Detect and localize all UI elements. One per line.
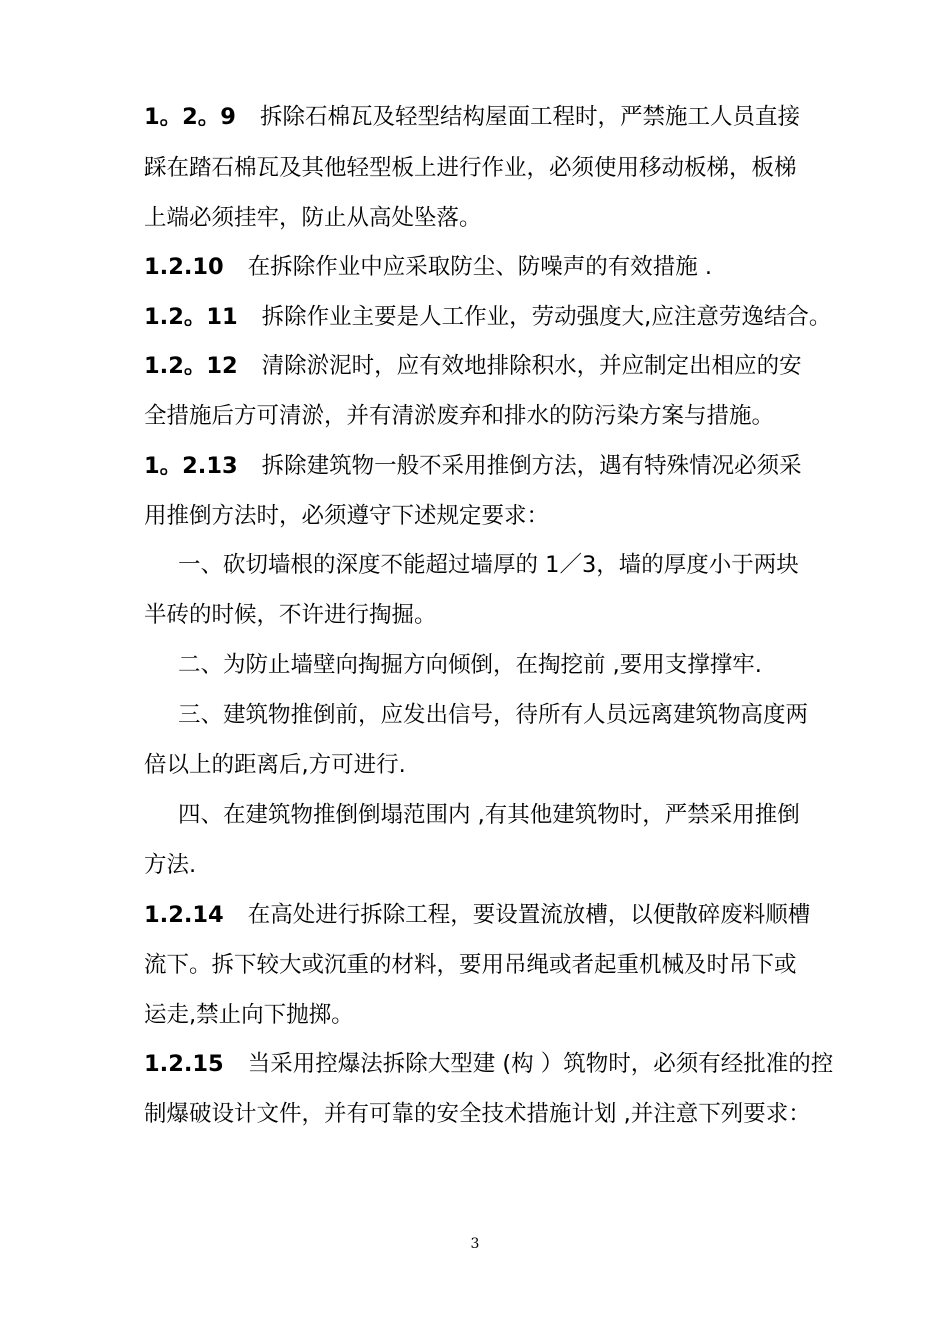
item-line bbox=[144, 102, 800, 132]
item-line bbox=[144, 351, 802, 381]
item-line bbox=[144, 451, 802, 481]
item-line: 流下。拆下较大或沉重的材料，要用吊绳或者起重机械及时吊下或 bbox=[144, 952, 797, 978]
item-text: 在高处进行拆除工程，要设置流放槽，以便散碎废料顺槽 bbox=[247, 902, 811, 928]
item-text: 当采用控爆法拆除大型建 (构 ）筑物时，必须有经批准的控 bbox=[247, 1051, 834, 1077]
item-line: 运走,禁止向下抛掷。 bbox=[144, 1002, 354, 1028]
item-text: 拆除作业主要是人工作业，劳动强度大,应注意劳逸结合。 bbox=[261, 304, 832, 330]
sub-item-line: 半砖的时候，不许进行掏掘。 bbox=[144, 602, 437, 628]
page-number: 3 bbox=[470, 1236, 480, 1252]
item-number: 1.2。12 bbox=[144, 353, 238, 379]
item-line bbox=[144, 900, 810, 930]
item-text: 清除淤泥时，应有效地排除积水，并应制定出相应的安 bbox=[261, 353, 802, 379]
item-number: 1.2.15 bbox=[144, 1051, 224, 1077]
sub-item-line: 倍以上的距离后,方可进行. bbox=[144, 752, 406, 778]
item-line: 上端必须挂牢，防止从高处坠落。 bbox=[144, 205, 482, 231]
item-line: 踩在踏石棉瓦及其他轻型板上进行作业，必须使用移动板梯，板梯 bbox=[144, 155, 797, 181]
sub-item-line: 三、建筑物推倒前，应发出信号，待所有人员远离建筑物高度两 bbox=[178, 702, 809, 728]
item-line: 用推倒方法时，必须遵守下述规定要求： bbox=[144, 503, 550, 529]
item-line: 全措施后方可清淤，并有清淤废弃和排水的防污染方案与措施。 bbox=[144, 403, 775, 429]
item-line: 制爆破设计文件，并有可靠的安全技术措施计划 ,并注意下列要求： bbox=[144, 1101, 811, 1127]
item-line bbox=[144, 252, 712, 282]
item-text: 拆除石棉瓦及轻型结构屋面工程时，严禁施工人员直接 bbox=[259, 104, 800, 130]
item-line bbox=[144, 302, 831, 332]
sub-item-line: 一、砍切墙根的深度不能超过墙厚的 1／3，墙的厚度小于两块 bbox=[178, 552, 799, 578]
item-text: 在拆除作业中应采取防尘、防噪声的有效措施 . bbox=[247, 254, 713, 280]
item-number: 1.2.10 bbox=[144, 254, 224, 280]
item-number: 1。2.13 bbox=[144, 453, 238, 479]
sub-item-line: 方法. bbox=[144, 852, 197, 878]
item-line bbox=[144, 1049, 833, 1079]
sub-item-line: 二、为防止墙壁向掏掘方向倾倒，在掏挖前 ,要用支撑撑牢. bbox=[178, 652, 762, 678]
item-number: 1.2.14 bbox=[144, 902, 224, 928]
item-number: 1。2。9 bbox=[144, 104, 236, 130]
sub-item-line: 四、在建筑物推倒倒塌范围内 ,有其他建筑物时，严禁采用推倒 bbox=[178, 802, 800, 828]
item-number: 1.2。11 bbox=[144, 304, 238, 330]
item-text: 拆除建筑物一般不采用推倒方法，遇有特殊情况必须采 bbox=[261, 453, 802, 479]
